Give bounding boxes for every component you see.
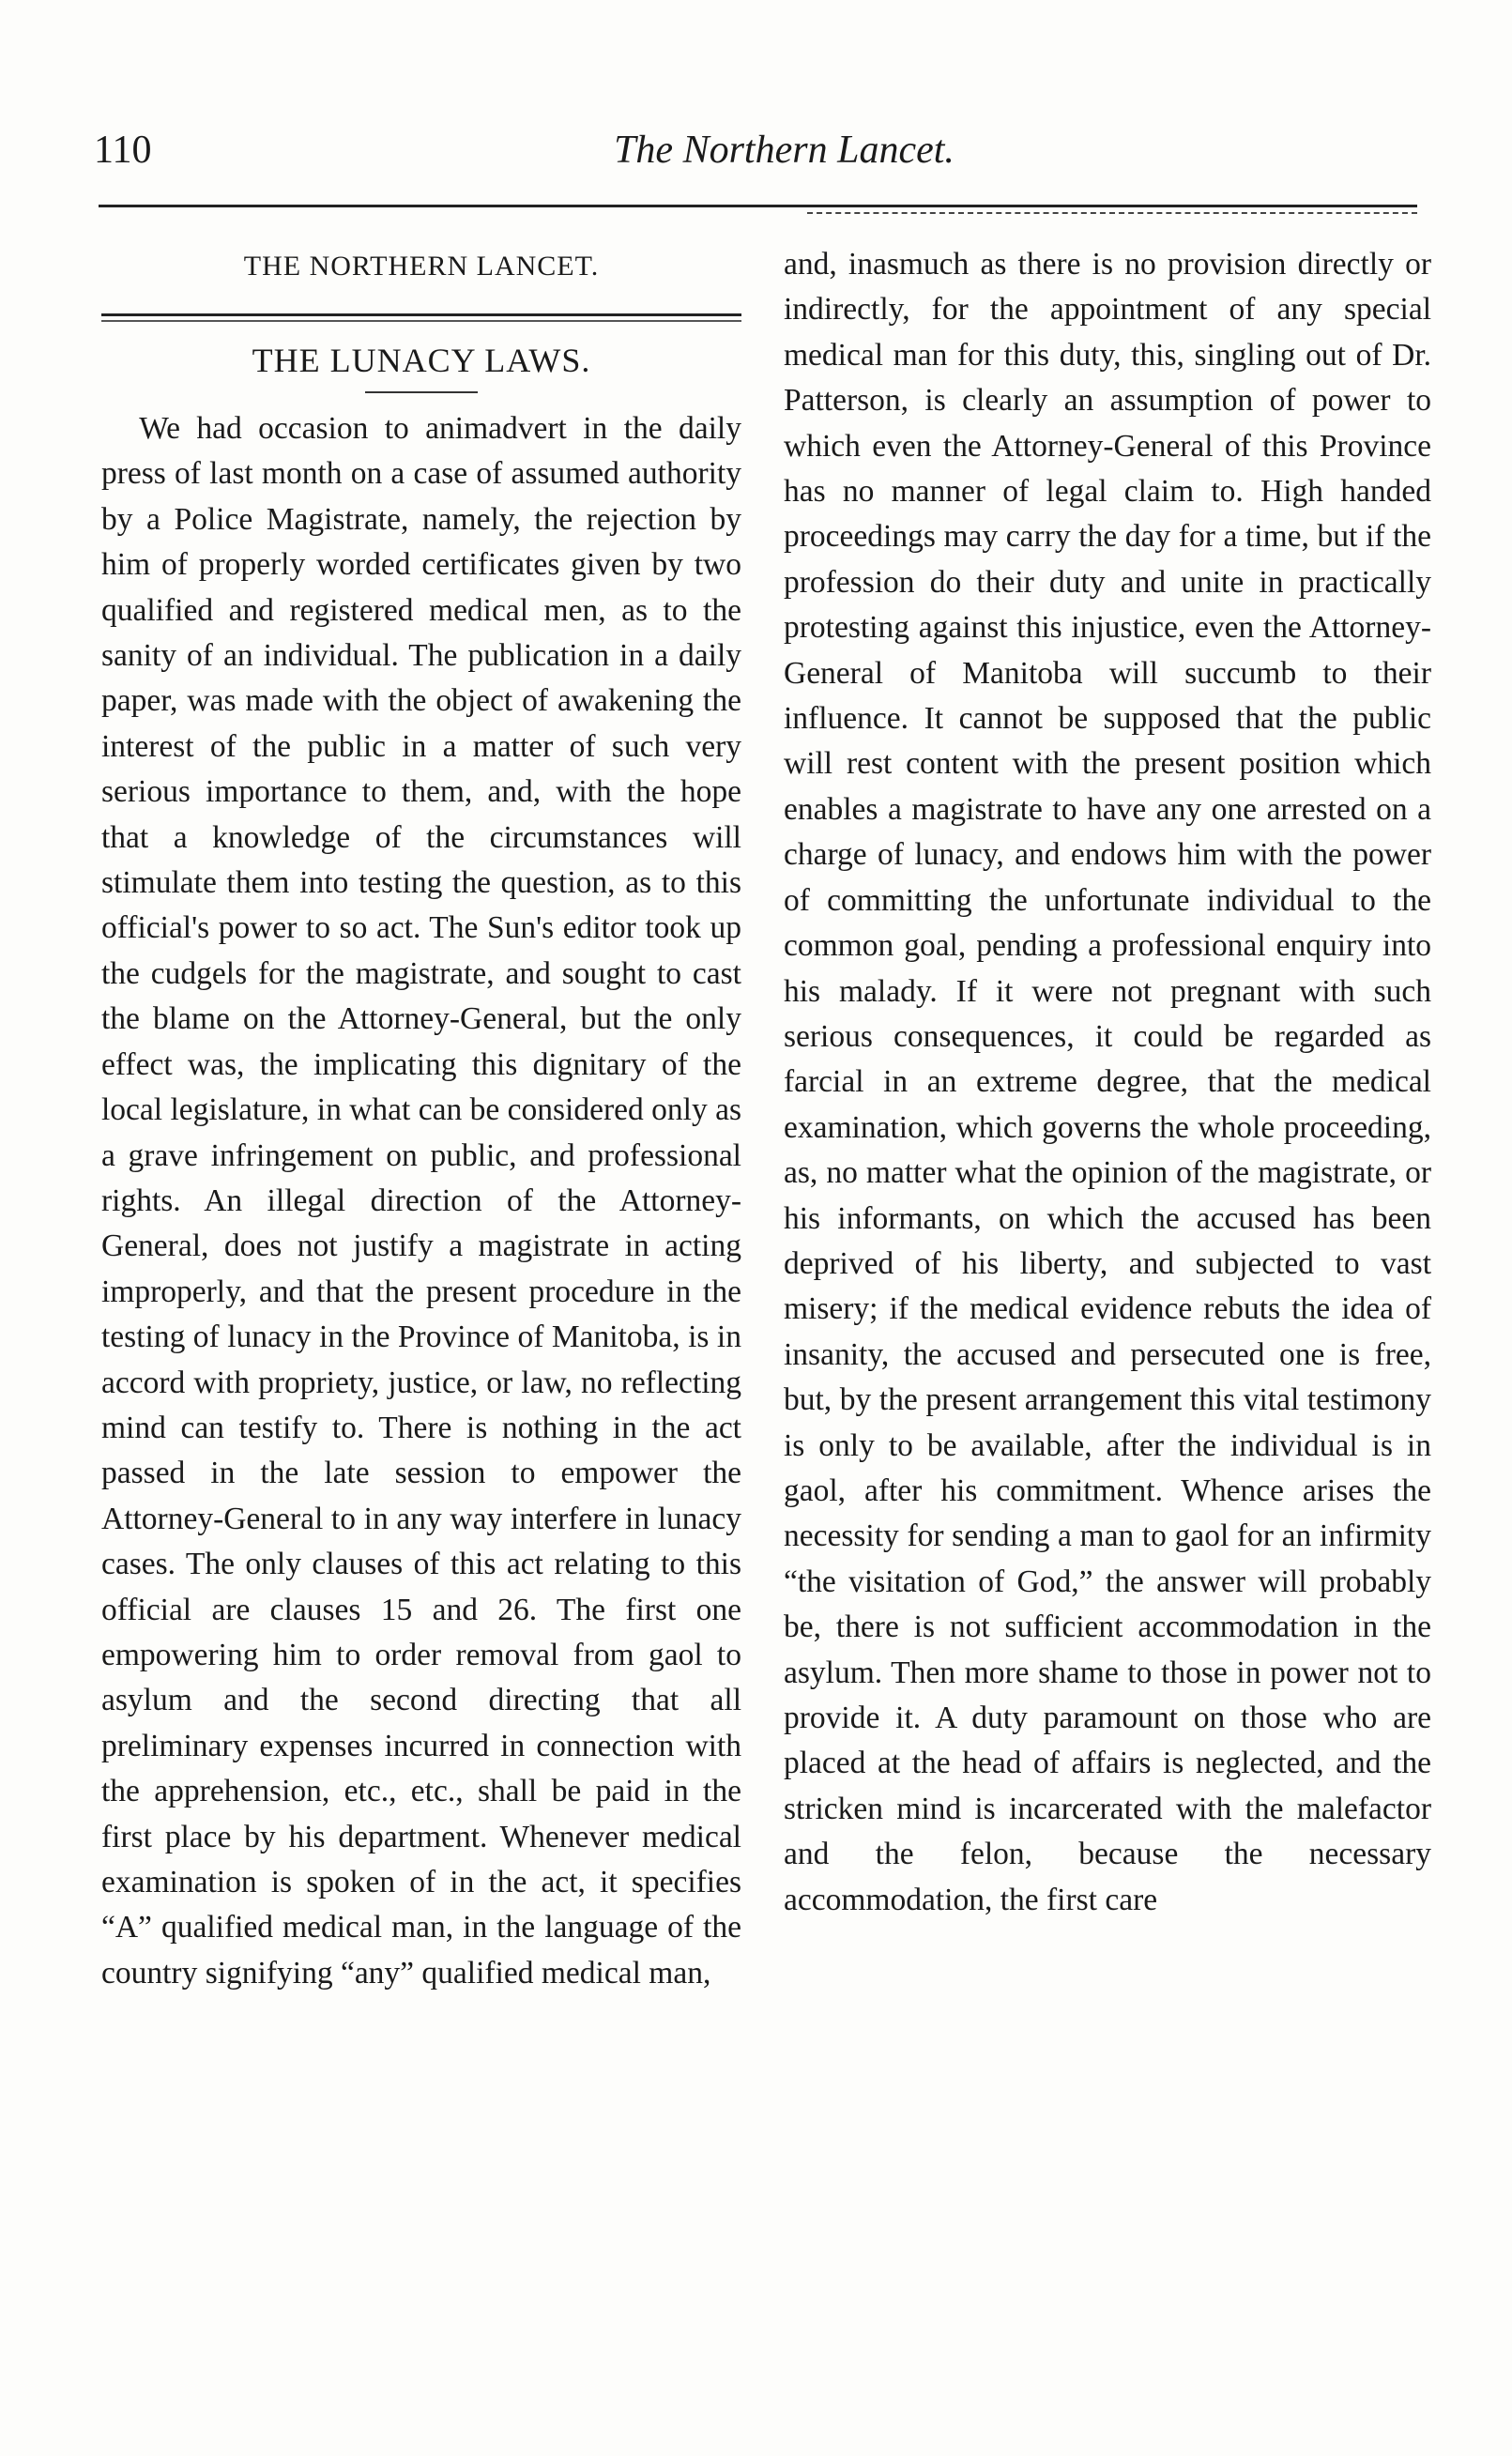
article-title: THE LUNACY LAWS. bbox=[252, 342, 591, 379]
header-rule-dashed bbox=[807, 212, 1417, 214]
running-head bbox=[94, 122, 1418, 178]
title-rule bbox=[365, 391, 478, 393]
article-body-right: and, inasmuch as there is no provision directly or indirectly, for the appointment of any special medical man for this duty, this, singling out of Dr. Patterson, is clearly an assumption of power to which even the Attorney-General of this Province has no manner of legal claim to. High handed proceedings may carry the day for a time, but if the profession do their duty and unite in practically protesting against this injustice, even the Attorney-General of Manitoba will succumb to their influence. It cannot be supposed that the public will rest content with the present position which enables a magistrate to have any one arrested on a charge of lunacy, and endows him with the power of committing the unfortunate individual to the common goal, pending a professional enquiry into his malady. If it were not pregnant with such serious consequences, it could be regarded as farcial in an extreme degree, that the medical examination, which governs the whole proceeding, as, no matter what the opinion of the magistrate, or his informants, on which the accused has been deprived of his liberty, and subjected to vast misery; if the medical evidence rebuts the idea of insanity, the accused and persecuted one is free, but, by the present arrangement this vital testimony is only to be available, after the individual is in gaol, after his commitment. Whence arises the necessity for sending a man to gaol for an infirmity “the visitation of God,” the answer will probably be, there is not sufficient accommodation in the asylum. Then more shame to those in power not to provide it. A duty paramount on those who are placed at the head of affairs is neglected, and the stricken mind is incarcerated with the malefactor and the felon, because the necessary accommodation, the first care bbox=[784, 247, 1431, 1917]
masthead: THE NORTHERN LANCET. bbox=[243, 251, 600, 282]
masthead-rule-thick bbox=[101, 313, 741, 316]
page-number: 110 bbox=[94, 129, 152, 172]
article-body-left: We had occasion to animadvert in the daily press of last month on a case of assumed authority by a Police Magistrate, namely, the rejection by him of properly worded certificates given by two qualified and registered medical men, as to the sanity of an individual. The publication in a daily paper, was made with the object of awakening the interest of the public in a matter of such very serious importance to them, and, with the hope that a knowledge of the circumstances will stimulate them into testing the question, as to this official's power to so act. The Sun's editor took up the cudgels for the magistrate, and sought to cast the blame on the Attorney-General, but the only effect was, the implicating this dignitary of the local legislature, in what can be considered only as a grave infringement on public, and professional rights. An illegal direction of the Attorney-General, does not justify a magistrate in acting improperly, and that the present procedure in the testing of lunacy in the Province of Manitoba, is in accord with propriety, justice, or law, no reflecting mind can testify to. There is nothing in the act passed in the late session to empower the Attorney-General to in any way interfere in lunacy cases. The only clauses of this act relating to this official are clauses 15 and 26. The first one empowering him to order removal from gaol to asylum and the second directing that all preliminary expenses incurred in connection with the apprehension, etc., etc., shall be paid in the first place by his department. Whenever medical examination is spoken of in the act, it specifies “A” qualified medical man, in the language of the country signifying “any” qualified medical man, bbox=[101, 411, 741, 1991]
header-rule bbox=[99, 205, 1417, 207]
right-column bbox=[784, 242, 1431, 1923]
running-title: The Northern Lancet. bbox=[614, 129, 955, 172]
left-column bbox=[101, 242, 741, 1996]
masthead-rule-thin bbox=[101, 320, 741, 322]
